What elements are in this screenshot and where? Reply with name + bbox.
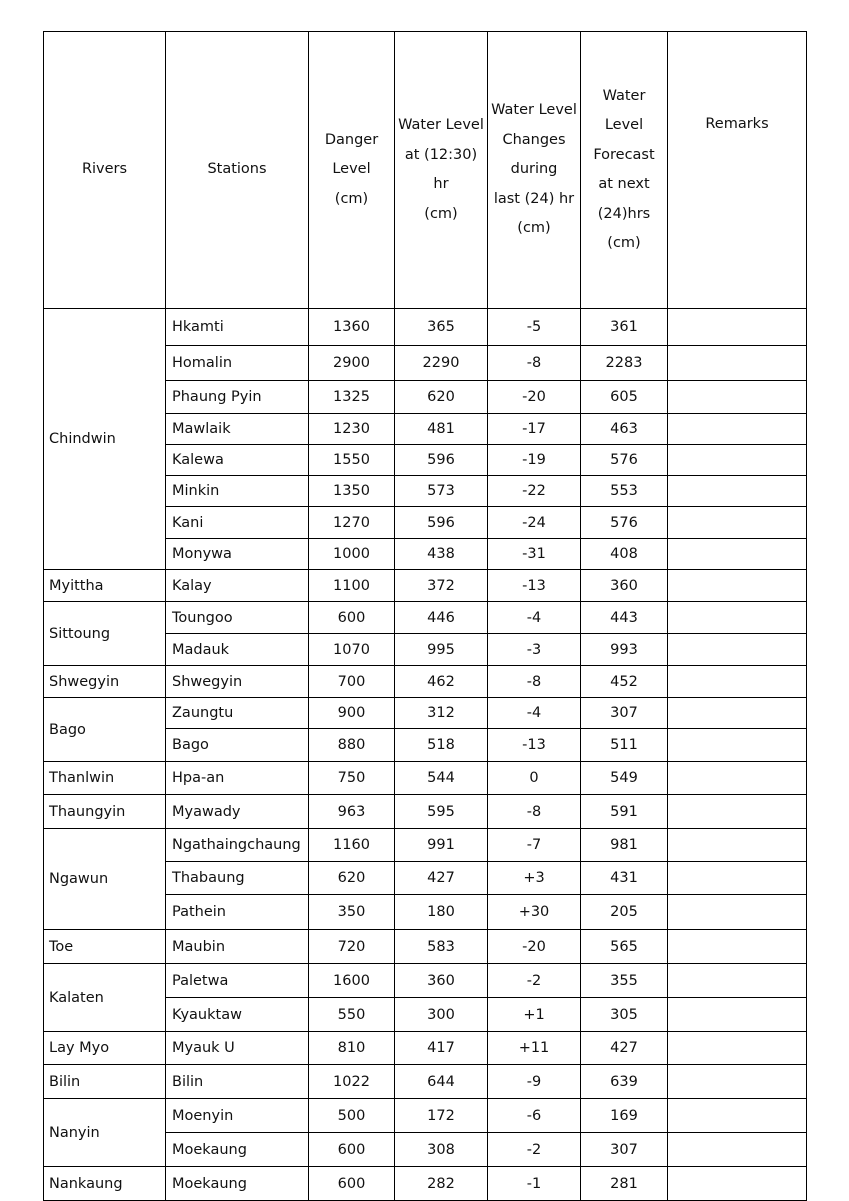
- table-row: [44, 762, 807, 795]
- forecast-cell: 553: [581, 476, 668, 507]
- level-cell: 308: [395, 1133, 488, 1167]
- change-cell: -2: [488, 964, 581, 998]
- station-cell: Kani: [166, 507, 309, 539]
- danger-cell: 700: [309, 666, 395, 698]
- forecast-cell: 281: [581, 1167, 668, 1201]
- forecast-cell: 452: [581, 666, 668, 698]
- danger-cell: 750: [309, 762, 395, 795]
- table-row: [44, 570, 807, 602]
- forecast-cell: 639: [581, 1065, 668, 1099]
- table-row: [44, 698, 807, 729]
- danger-cell: 1350: [309, 476, 395, 507]
- level-cell: 596: [395, 445, 488, 476]
- remarks-cell: [668, 829, 807, 862]
- change-cell: +30: [488, 895, 581, 930]
- station-cell: Paletwa: [166, 964, 309, 998]
- station-cell: Pathein: [166, 895, 309, 930]
- river-cell: Thaungyin: [44, 795, 166, 829]
- change-cell: -22: [488, 476, 581, 507]
- river-cell: Shwegyin: [44, 666, 166, 698]
- change-cell: -31: [488, 539, 581, 570]
- level-cell: 282: [395, 1167, 488, 1201]
- change-cell: -1: [488, 1167, 581, 1201]
- change-cell: -17: [488, 414, 581, 445]
- change-cell: -9: [488, 1065, 581, 1099]
- forecast-cell: 993: [581, 634, 668, 666]
- station-cell: Hkamti: [166, 309, 309, 346]
- remarks-cell: [668, 964, 807, 998]
- station-cell: Monywa: [166, 539, 309, 570]
- station-cell: Bilin: [166, 1065, 309, 1099]
- table-row: [44, 1065, 807, 1099]
- change-cell: -4: [488, 602, 581, 634]
- river-cell: Bilin: [44, 1065, 166, 1099]
- level-cell: 446: [395, 602, 488, 634]
- station-cell: Bago: [166, 729, 309, 762]
- remarks-cell: [668, 1167, 807, 1201]
- danger-cell: 1230: [309, 414, 395, 445]
- station-cell: Homalin: [166, 346, 309, 381]
- change-cell: 0: [488, 762, 581, 795]
- forecast-cell: 591: [581, 795, 668, 829]
- remarks-cell: [668, 698, 807, 729]
- forecast-cell: 361: [581, 309, 668, 346]
- river-cell: Thanlwin: [44, 762, 166, 795]
- forecast-cell: 565: [581, 930, 668, 964]
- remarks-cell: [668, 539, 807, 570]
- table-row: [44, 666, 807, 698]
- level-cell: 438: [395, 539, 488, 570]
- remarks-cell: [668, 666, 807, 698]
- level-cell: 427: [395, 862, 488, 895]
- danger-cell: 1070: [309, 634, 395, 666]
- level-cell: 360: [395, 964, 488, 998]
- forecast-cell: 169: [581, 1099, 668, 1133]
- danger-cell: 880: [309, 729, 395, 762]
- remarks-cell: [668, 309, 807, 346]
- danger-cell: 500: [309, 1099, 395, 1133]
- change-cell: -13: [488, 729, 581, 762]
- water-level-table: [43, 31, 807, 1201]
- remarks-cell: [668, 507, 807, 539]
- table-row: [44, 1032, 807, 1065]
- river-cell: Lay Myo: [44, 1032, 166, 1065]
- table-row: [44, 930, 807, 964]
- station-cell: Mawlaik: [166, 414, 309, 445]
- station-cell: Myawady: [166, 795, 309, 829]
- table-row: [44, 829, 807, 862]
- forecast-cell: 511: [581, 729, 668, 762]
- danger-cell: 1325: [309, 381, 395, 414]
- table-row: [44, 1099, 807, 1133]
- station-cell: Minkin: [166, 476, 309, 507]
- remarks-cell: [668, 1032, 807, 1065]
- table-row: [44, 795, 807, 829]
- forecast-cell: 443: [581, 602, 668, 634]
- danger-cell: 600: [309, 1133, 395, 1167]
- table-row: [44, 602, 807, 634]
- table-row: [44, 1167, 807, 1201]
- change-cell: -8: [488, 346, 581, 381]
- remarks-cell: [668, 1065, 807, 1099]
- station-cell: Maubin: [166, 930, 309, 964]
- change-cell: -4: [488, 698, 581, 729]
- station-cell: Kyauktaw: [166, 998, 309, 1032]
- remarks-cell: [668, 998, 807, 1032]
- header-stations: Stations: [166, 32, 309, 309]
- change-cell: -19: [488, 445, 581, 476]
- forecast-cell: 981: [581, 829, 668, 862]
- table-body: [44, 309, 807, 1201]
- forecast-cell: 605: [581, 381, 668, 414]
- station-cell: Zaungtu: [166, 698, 309, 729]
- remarks-cell: [668, 862, 807, 895]
- level-cell: 595: [395, 795, 488, 829]
- remarks-cell: [668, 634, 807, 666]
- station-cell: Myauk U: [166, 1032, 309, 1065]
- level-cell: 644: [395, 1065, 488, 1099]
- forecast-cell: 205: [581, 895, 668, 930]
- forecast-cell: 408: [581, 539, 668, 570]
- level-cell: 462: [395, 666, 488, 698]
- remarks-cell: [668, 346, 807, 381]
- level-cell: 573: [395, 476, 488, 507]
- remarks-cell: [668, 445, 807, 476]
- forecast-cell: 463: [581, 414, 668, 445]
- forecast-cell: 427: [581, 1032, 668, 1065]
- level-cell: 596: [395, 507, 488, 539]
- remarks-cell: [668, 381, 807, 414]
- river-cell: Nankaung: [44, 1167, 166, 1201]
- remarks-cell: [668, 729, 807, 762]
- remarks-cell: [668, 476, 807, 507]
- river-cell: Chindwin: [44, 309, 166, 570]
- remarks-cell: [668, 602, 807, 634]
- level-cell: 417: [395, 1032, 488, 1065]
- forecast-cell: 305: [581, 998, 668, 1032]
- remarks-cell: [668, 895, 807, 930]
- forecast-cell: 431: [581, 862, 668, 895]
- danger-cell: 1600: [309, 964, 395, 998]
- river-cell: Nanyin: [44, 1099, 166, 1167]
- danger-cell: 1100: [309, 570, 395, 602]
- station-cell: Thabaung: [166, 862, 309, 895]
- level-cell: 2290: [395, 346, 488, 381]
- change-cell: -5: [488, 309, 581, 346]
- change-cell: +1: [488, 998, 581, 1032]
- station-cell: Kalewa: [166, 445, 309, 476]
- remarks-cell: [668, 1133, 807, 1167]
- level-cell: 180: [395, 895, 488, 930]
- header-changes: Water Level Changes during last (24) hr (cm): [488, 32, 581, 309]
- header-rivers: Rivers: [44, 32, 166, 309]
- level-cell: 312: [395, 698, 488, 729]
- remarks-cell: [668, 414, 807, 445]
- change-cell: -3: [488, 634, 581, 666]
- change-cell: -7: [488, 829, 581, 862]
- change-cell: -6: [488, 1099, 581, 1133]
- danger-cell: 550: [309, 998, 395, 1032]
- remarks-cell: [668, 762, 807, 795]
- danger-cell: 600: [309, 1167, 395, 1201]
- change-cell: +11: [488, 1032, 581, 1065]
- level-cell: 544: [395, 762, 488, 795]
- danger-cell: 900: [309, 698, 395, 729]
- danger-cell: 350: [309, 895, 395, 930]
- level-cell: 518: [395, 729, 488, 762]
- header-forecast: Water Level Forecast at next (24)hrs (cm): [581, 32, 668, 309]
- header-water-level: Water Level at (12:30) hr (cm): [395, 32, 488, 309]
- forecast-cell: 355: [581, 964, 668, 998]
- danger-cell: 720: [309, 930, 395, 964]
- river-cell: Ngawun: [44, 829, 166, 930]
- station-cell: Kalay: [166, 570, 309, 602]
- level-cell: 300: [395, 998, 488, 1032]
- change-cell: -8: [488, 795, 581, 829]
- river-cell: Kalaten: [44, 964, 166, 1032]
- danger-cell: 1270: [309, 507, 395, 539]
- forecast-cell: 2283: [581, 346, 668, 381]
- change-cell: -13: [488, 570, 581, 602]
- danger-cell: 810: [309, 1032, 395, 1065]
- level-cell: 365: [395, 309, 488, 346]
- level-cell: 583: [395, 930, 488, 964]
- level-cell: 172: [395, 1099, 488, 1133]
- danger-cell: 1360: [309, 309, 395, 346]
- station-cell: Shwegyin: [166, 666, 309, 698]
- forecast-cell: 576: [581, 445, 668, 476]
- change-cell: -20: [488, 381, 581, 414]
- header-row: [44, 32, 807, 309]
- danger-cell: 963: [309, 795, 395, 829]
- river-cell: Myittha: [44, 570, 166, 602]
- river-cell: Bago: [44, 698, 166, 762]
- forecast-cell: 360: [581, 570, 668, 602]
- station-cell: Madauk: [166, 634, 309, 666]
- remarks-cell: [668, 795, 807, 829]
- level-cell: 481: [395, 414, 488, 445]
- change-cell: -2: [488, 1133, 581, 1167]
- river-cell: Toe: [44, 930, 166, 964]
- remarks-cell: [668, 1099, 807, 1133]
- remarks-cell: [668, 570, 807, 602]
- station-cell: Moekaung: [166, 1133, 309, 1167]
- river-cell: Sittoung: [44, 602, 166, 666]
- table-row: [44, 964, 807, 998]
- change-cell: -20: [488, 930, 581, 964]
- header-danger-level: Danger Level (cm): [309, 32, 395, 309]
- danger-cell: 1160: [309, 829, 395, 862]
- change-cell: -8: [488, 666, 581, 698]
- station-cell: Hpa-an: [166, 762, 309, 795]
- level-cell: 372: [395, 570, 488, 602]
- forecast-cell: 549: [581, 762, 668, 795]
- danger-cell: 1022: [309, 1065, 395, 1099]
- forecast-cell: 307: [581, 698, 668, 729]
- station-cell: Phaung Pyin: [166, 381, 309, 414]
- table-row: [44, 309, 807, 346]
- change-cell: -24: [488, 507, 581, 539]
- station-cell: Moekaung: [166, 1167, 309, 1201]
- header-remarks: Remarks: [668, 32, 807, 309]
- forecast-cell: 576: [581, 507, 668, 539]
- danger-cell: 1000: [309, 539, 395, 570]
- danger-cell: 1550: [309, 445, 395, 476]
- danger-cell: 2900: [309, 346, 395, 381]
- danger-cell: 600: [309, 602, 395, 634]
- station-cell: Ngathaingchaung: [166, 829, 309, 862]
- forecast-cell: 307: [581, 1133, 668, 1167]
- change-cell: +3: [488, 862, 581, 895]
- level-cell: 995: [395, 634, 488, 666]
- remarks-cell: [668, 930, 807, 964]
- level-cell: 991: [395, 829, 488, 862]
- station-cell: Moenyin: [166, 1099, 309, 1133]
- station-cell: Toungoo: [166, 602, 309, 634]
- danger-cell: 620: [309, 862, 395, 895]
- level-cell: 620: [395, 381, 488, 414]
